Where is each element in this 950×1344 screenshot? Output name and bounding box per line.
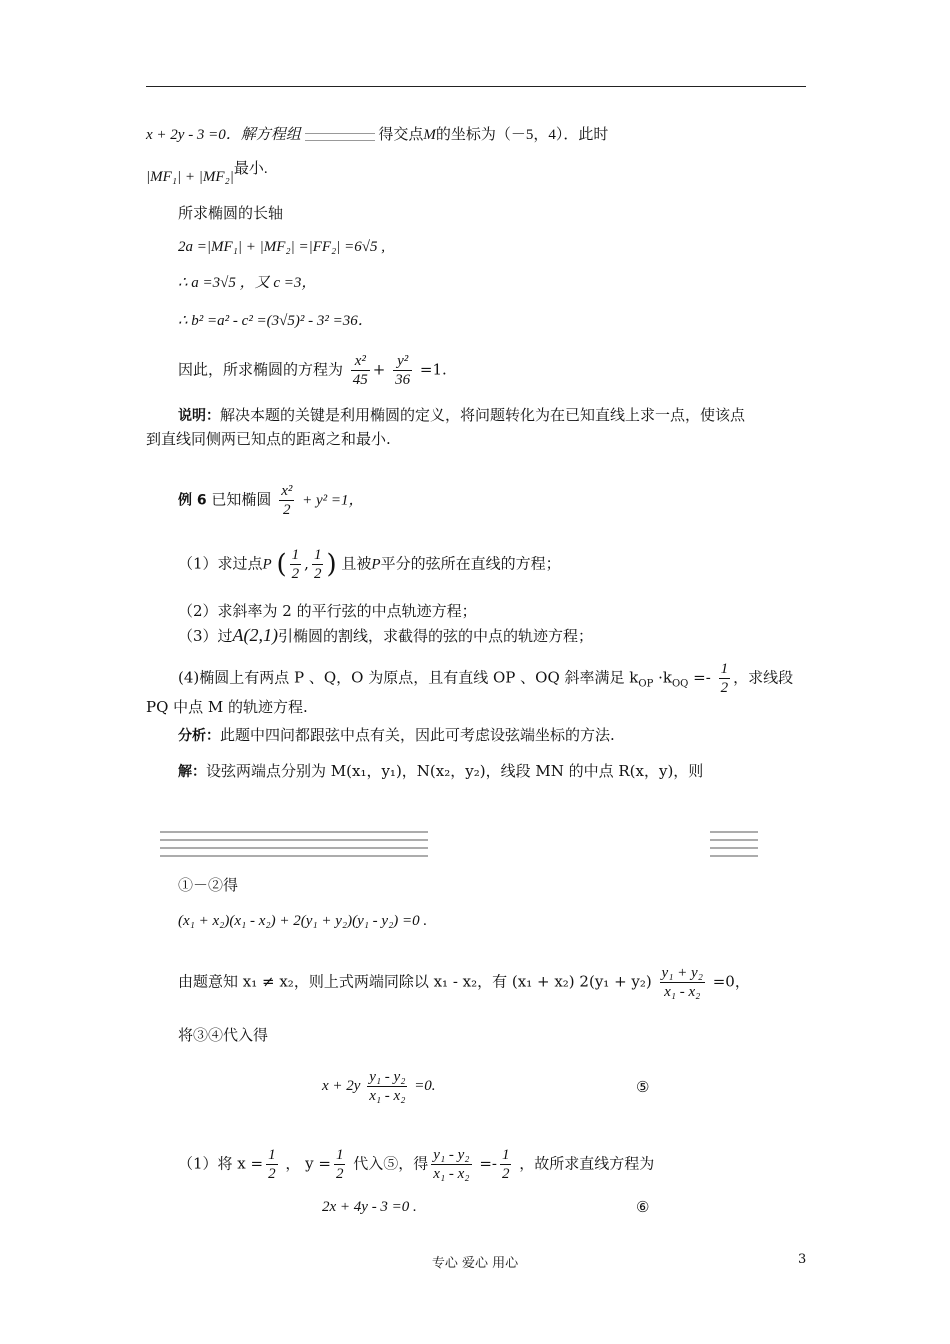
analysis: 分析：此题中四问都跟弦中点有关，因此可考虑设弦端坐标的方法. bbox=[178, 726, 615, 744]
equation: ∴ a =3√5 ，又 c =3， bbox=[178, 275, 317, 291]
equation: ∴ b² =a² - c² =(3√5)² - 3² =36． bbox=[178, 313, 373, 329]
equation-5: x + 2y $\frac{\text{y₁ - y₂}}{\text{x₁ - x₂}}$ =0. bbox=[322, 1069, 436, 1104]
garbled-marks bbox=[710, 830, 758, 860]
example-title: 例 6 已知椭圆 $\frac{\text{x²}}{2}$ + y² =1， bbox=[178, 483, 364, 518]
question-4: (4)椭圆上有两点 P 、Q，O 为原点，且有直线 OP 、OQ 斜率满足 $k_{OP} \cdot k_{OQ}$ =- $\frac{1}{2}$ ，求线段 bbox=[178, 661, 794, 696]
note-cont: 到直线同侧两已知点的距离之和最小. bbox=[146, 430, 391, 448]
text-line: x + 2y - 3 =0．解方程组 得交点M的坐标为（－5，4）．此时 bbox=[146, 127, 609, 143]
question-1: （1）求过点P ( $\frac{1}{2}$ , $\frac{1}{2}$ ) 且被P平分的弦所在直线的方程； bbox=[178, 547, 561, 582]
step: 由题意知 x₁ ≠ x₂，则上式两端同除以 x₁ - x₂，有 (x₁ + x₂) 2(y₁ + y₂) $\frac{\text{y₁ + y₂}}{\text{x₁ - x₂}}$ =0， bbox=[178, 965, 750, 1000]
equation: 2a =|MF₁| + |MF₂| =|FF₂| =6√5 , bbox=[178, 239, 385, 255]
equation-system bbox=[305, 128, 375, 144]
solution: 解：设弦两端点分别为 M(x₁，y₁)，N(x₂，y₂)，线段 MN 的中点 R(x，y)，则 bbox=[178, 762, 704, 780]
question-3: （3）过A(2,1)引椭圆的割线，求截得的弦的中点的轨迹方程； bbox=[178, 625, 594, 645]
step: （1）将 x = $\frac{1}{2}$ ， y = $\frac{1}{2}$ 代入⑤，得 $\frac{\text{y₁ - y₂}}{\text{x₁ - x₂}}$ =- $\frac{1}{2}$ ，故所求直线方程为 bbox=[178, 1147, 655, 1182]
text-line: 所求椭圆的长轴 bbox=[178, 204, 284, 222]
page-footer: 专心 爱心 用心 bbox=[431, 1256, 519, 1271]
page-number: 3 bbox=[798, 1252, 807, 1267]
garbled-equations bbox=[160, 830, 428, 860]
note: 说明：解决本题的关键是利用椭圆的定义，将问题转化为在已知直线上求一点，使该点 bbox=[178, 406, 746, 424]
equation: (x₁ + x₂)(x₁ - x₂) + 2(y₁ + y₂)(y₁ - y₂) =0 . bbox=[178, 913, 428, 929]
equation-mark: ⑥ bbox=[636, 1198, 650, 1216]
equation-mark: ⑤ bbox=[636, 1078, 650, 1096]
text-line: |MF₁| + |MF₂|最小. bbox=[146, 161, 268, 185]
header-rule bbox=[146, 86, 806, 87]
step: 将③④代入得 bbox=[178, 1026, 269, 1044]
question-2: （2）求斜率为 2 的平行弦的中点轨迹方程； bbox=[178, 602, 477, 620]
equation-6: 2x + 4y - 3 =0 . bbox=[322, 1199, 417, 1215]
question-4-cont: PQ 中点 M 的轨迹方程. bbox=[146, 698, 308, 716]
ellipse-equation: 因此，所求椭圆的方程为 $\frac{\text{x²}}{45}$ + $\frac{\text{y²}}{36}$ =1. bbox=[178, 353, 447, 388]
step: ①－②得 bbox=[178, 876, 239, 894]
